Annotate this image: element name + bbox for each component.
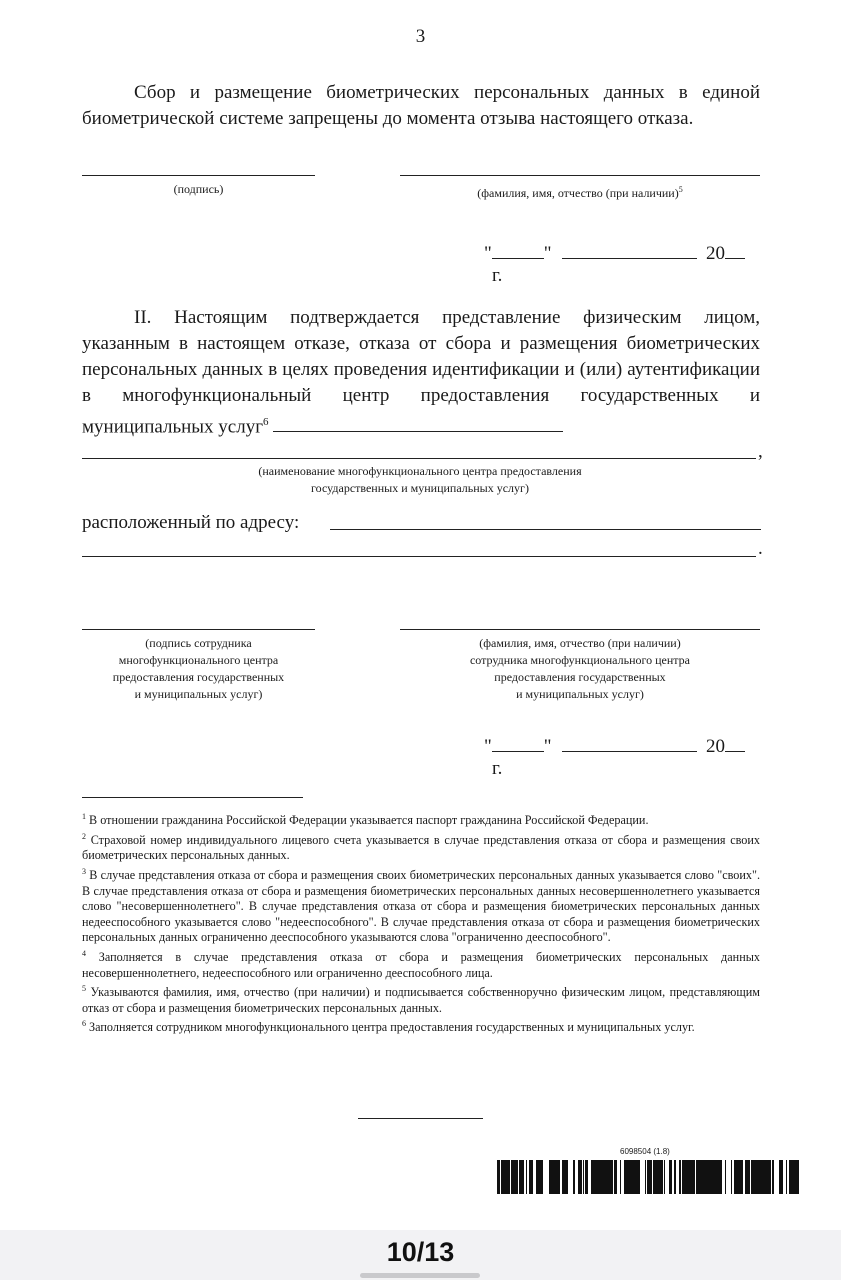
address-line-1 [330,529,761,530]
signature-line [82,175,315,176]
mfc-name-caption: (наименование многофункционального центра предоставления государственных и муниципальных услуг) [258,464,582,495]
prohibition-text: Сбор и размещение биометрических персональных данных в единой биометрической системе запрещены до момента отзыва настоящего отказа. [82,82,760,129]
full-name-line [400,175,760,176]
address-line-2 [82,556,756,557]
date-line-2: " " 20 г. [484,736,764,780]
trailing-comma: , [758,441,763,462]
footnote-5: $^5$ Указываются фамилия, имя, отчество (при наличии) и подписывается собственноручно физическим лицом, представляющим отказ от сбора и размещения биометрических персональных данных. [82,984,760,1015]
full-name-caption: (фамилия, имя, отчество (при наличии)$^5$ [477,185,683,200]
footnote-1: $^1$ В отношении гражданина Российской Федерации указывается паспорт гражданина Российской Федерации. [82,812,649,828]
employee-signature-line [82,629,315,630]
footnote-3: $^3$ В случае представления отказа от сбора и размещения своих биометрических персональных данных указывается слово "своих". В случае представления отказа от сбора и размещения биометрических персональных данных несовершеннолетнего указывается слово "несовершеннолетнего". В случае представления отказа от сбора и размещения биометрических персональных данных недееспособного указывается слово "недееспособного". В случае представления отказа от сбора и размещения биометрических персональных данных ограниченно дееспособного указываются слова "ограниченно дееспособного". [82,866,761,945]
footnote-2: $^2$ Страховой номер индивидуального лицевого счета указывается в случае представления отказа от сбора и размещения своих биометрических персональных данных. [82,831,760,863]
footnote-separator [82,797,303,798]
footnote-6: $^6$ Заполняется сотрудником многофункционального центра предоставления государственных и муниципальных услуг. [82,1019,695,1035]
mfc-name-line [82,458,756,459]
page-number: 3 [415,26,426,47]
employee-signature-caption: (подпись сотрудника многофункционального центра предоставления государственных и муниципальных услуг) [112,636,285,701]
section-2-paragraph: II. Настоящим подтверждается представление физическим лицом, указанным в настоящем отказе, отказа от сбора и размещения биометрических персональных данных в целях проведения идентификации и (или) аутентификации в многофункциональный центр предоставления государственных и муниципальных услуг$^6$ [82,307,760,438]
date-line-1: " " 20 г. [484,243,764,287]
footnotes [82,809,760,1036]
end-separator [358,1118,483,1119]
employee-name-line [400,629,760,630]
home-indicator[interactable] [360,1273,480,1278]
signature-caption: (подпись) [173,182,224,196]
prohibition-paragraph [82,80,760,132]
section-2-text: II. Настоящим подтверждается представление физическим лицом, указанным в настоящем отказе, отказа от сбора и размещения биометрических персональных данных в целях проведения идентификации и (или) аутентификации в многофункциональный центр предоставления государственных и муниципальных услуг [82,307,760,438]
barcode-label: 6098504 (1.8) [620,1147,670,1156]
barcode [497,1160,799,1194]
address-label: расположенный по адресу: [82,512,300,533]
trailing-period: . [758,538,763,559]
page-counter: 10/13 [386,1237,455,1267]
footnote-4: $^4$ Заполняется в случае представления отказа от сбора и размещения биометрических персональных данных несовершеннолетнего, недееспособного или ограниченно дееспособного лица. [82,948,760,980]
employee-name-caption: (фамилия, имя, отчество (при наличии) сотрудника многофункционального центра предоставления государственных и муниципальных услуг) [469,636,691,701]
